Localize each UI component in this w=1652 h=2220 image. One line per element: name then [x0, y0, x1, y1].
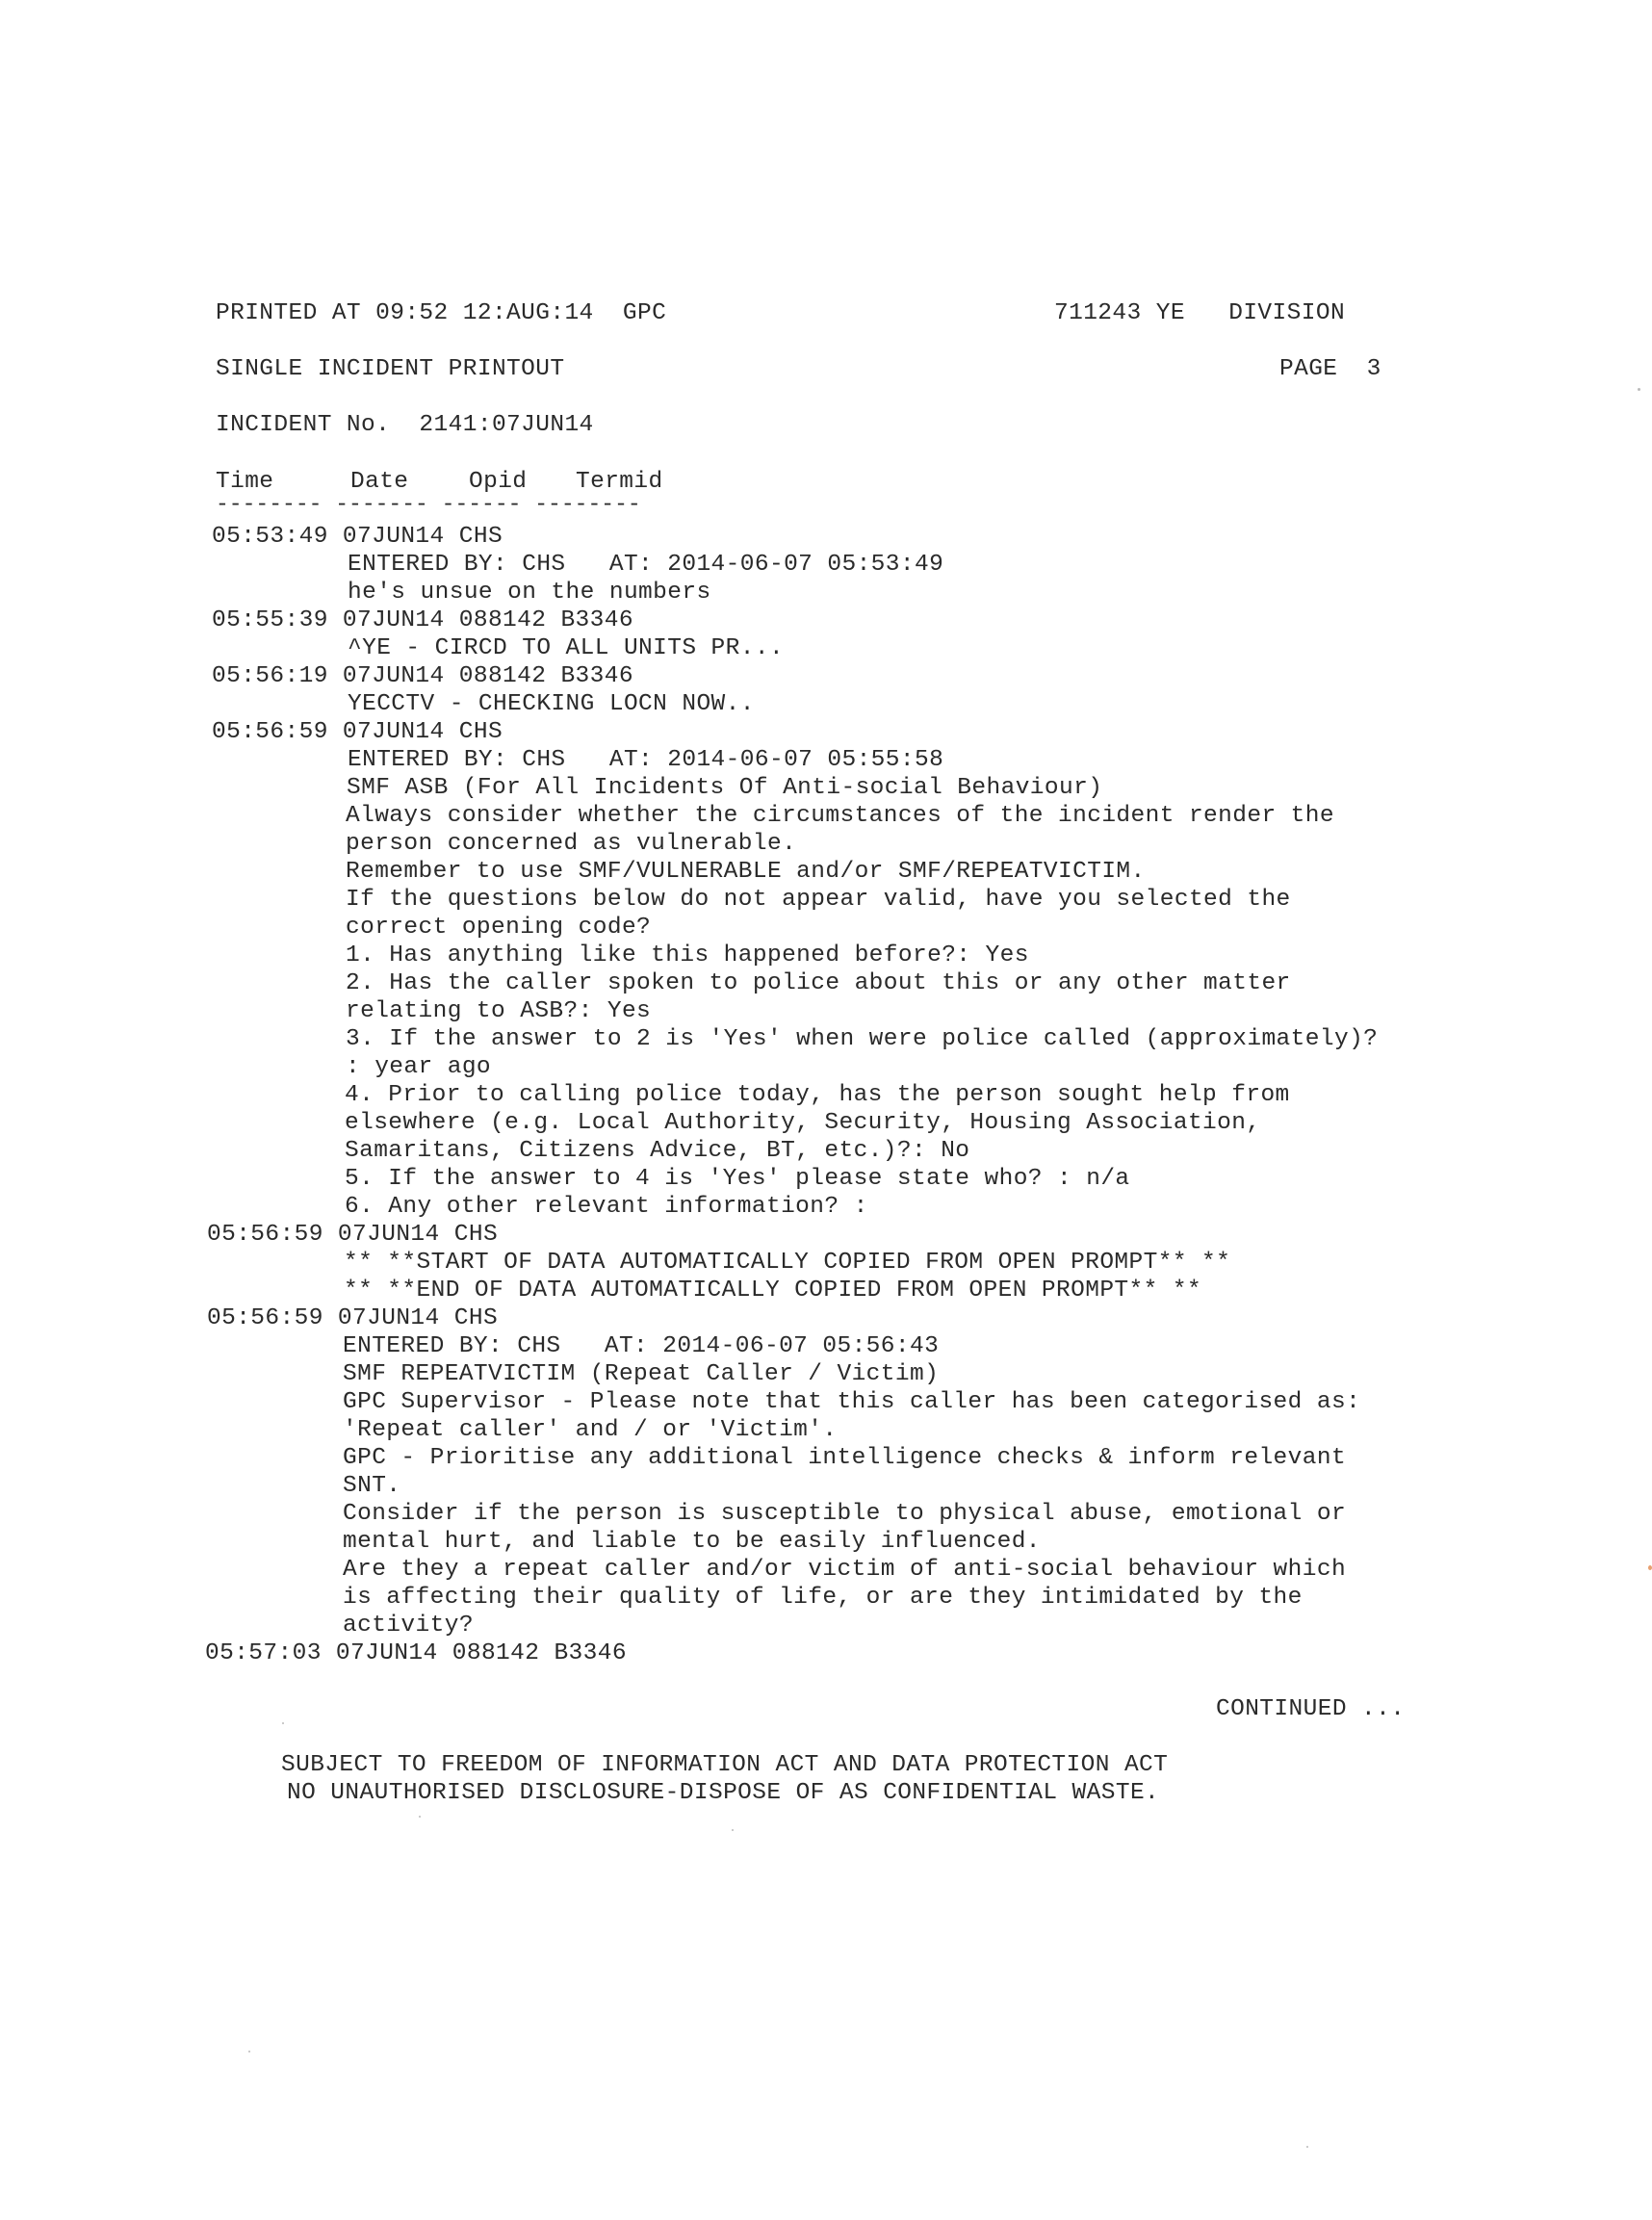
page-number: PAGE 3 — [1279, 356, 1381, 382]
log-line: 05:56:59 07JUN14 CHS — [207, 1222, 499, 1248]
log-line: YECCTV - CHECKING LOCN NOW.. — [348, 691, 755, 717]
log-line: ** **START OF DATA AUTOMATICALLY COPIED FROM OPEN PROMPT** ** — [344, 1250, 1231, 1276]
log-line: 05:56:59 07JUN14 CHS — [207, 1305, 499, 1331]
log-line: person concerned as vulnerable. — [346, 831, 797, 857]
col-date: Date — [350, 469, 409, 495]
log-line: mental hurt, and liable to be easily influenced. — [343, 1529, 1041, 1555]
log-line: 'Repeat caller' and / or 'Victim'. — [343, 1417, 838, 1443]
log-line: ENTERED BY: CHS AT: 2014-06-07 05:53:49 — [348, 552, 944, 578]
log-line: Samaritans, Citizens Advice, BT, etc.)?: No — [345, 1138, 970, 1164]
log-line: SMF ASB (For All Incidents Of Anti-social Behaviour) — [347, 775, 1103, 801]
col-opid: Opid — [469, 469, 528, 495]
log-line: ENTERED BY: CHS AT: 2014-06-07 05:55:58 — [348, 747, 944, 773]
log-line: 05:55:39 07JUN14 088142 B3346 — [212, 607, 633, 633]
footer-notice-1: SUBJECT TO FREEDOM OF INFORMATION ACT AND DATA PROTECTION ACT — [281, 1752, 1169, 1778]
scan-speck — [419, 1816, 421, 1818]
log-line: If the questions below do not appear valid, have you selected the — [346, 887, 1291, 913]
log-line: 2. Has the caller spoken to police about this or any other matter — [346, 970, 1291, 996]
log-line: 6. Any other relevant information? : — [345, 1194, 868, 1220]
scan-speck — [282, 1722, 284, 1724]
col-time: Time — [216, 469, 274, 495]
log-line: correct opening code? — [346, 915, 652, 941]
log-line: 05:56:19 07JUN14 088142 B3346 — [212, 663, 633, 689]
scan-speck — [1638, 388, 1640, 391]
log-line: 1. Has anything like this happened before?: Yes — [346, 942, 1029, 968]
log-line: 05:57:03 07JUN14 088142 B3346 — [205, 1640, 627, 1666]
log-line: SMF REPEATVICTIM (Repeat Caller / Victim) — [343, 1361, 940, 1387]
log-line: activity? — [343, 1613, 474, 1639]
column-rule: -------- ------- ------ -------- — [216, 492, 641, 517]
log-line: he's unsue on the numbers — [348, 580, 711, 606]
log-line: ENTERED BY: CHS AT: 2014-06-07 05:56:43 — [343, 1333, 940, 1359]
log-line: SNT. — [343, 1473, 401, 1499]
scan-speck — [1648, 1565, 1652, 1570]
log-line: ** **END OF DATA AUTOMATICALLY COPIED FROM OPEN PROMPT** ** — [344, 1278, 1202, 1304]
log-line: Remember to use SMF/VULNERABLE and/or SMF/REPEATVICTIM. — [346, 859, 1146, 885]
log-line: GPC Supervisor - Please note that this caller has been categorised as: — [343, 1389, 1361, 1415]
log-line: ^YE - CIRCD TO ALL UNITS PR... — [348, 635, 785, 661]
scan-speck — [732, 1829, 734, 1831]
log-line: Always consider whether the circumstances of the incident render the — [346, 803, 1334, 829]
log-line: relating to ASB?: Yes — [346, 998, 652, 1024]
log-line: 05:53:49 07JUN14 CHS — [212, 524, 503, 550]
printed-at: PRINTED AT 09:52 12:AUG:14 GPC — [216, 300, 667, 326]
scan-speck — [248, 2051, 250, 2052]
log-line: Are they a repeat caller and/or victim of anti-social behaviour which — [343, 1557, 1347, 1583]
incident-number: INCIDENT No. 2141:07JUN14 — [216, 412, 594, 438]
footer-notice-2: NO UNAUTHORISED DISCLOSURE-DISPOSE OF AS CONFIDENTIAL WASTE. — [287, 1780, 1160, 1806]
log-line: GPC - Prioritise any additional intelligence checks & inform relevant — [343, 1445, 1347, 1471]
log-line: 4. Prior to calling police today, has the person sought help from — [345, 1082, 1290, 1108]
log-line: : year ago — [346, 1054, 492, 1080]
document-title: SINGLE INCIDENT PRINTOUT — [216, 356, 565, 382]
continued-note: CONTINUED ... — [1216, 1696, 1406, 1722]
log-line: elsewhere (e.g. Local Authority, Security, Housing Association, — [345, 1110, 1261, 1136]
log-line: 05:56:59 07JUN14 CHS — [212, 719, 503, 745]
division-ref: 711243 YE DIVISION — [1054, 300, 1346, 326]
log-line: 5. If the answer to 4 is 'Yes' please state who? : n/a — [345, 1166, 1130, 1192]
log-line: is affecting their quality of life, or are they intimidated by the — [343, 1585, 1303, 1611]
log-line: Consider if the person is susceptible to physical abuse, emotional or — [343, 1501, 1347, 1527]
col-termid: Termid — [576, 469, 663, 495]
log-line: 3. If the answer to 2 is 'Yes' when were police called (approximately)? — [346, 1026, 1379, 1052]
scan-speck — [1306, 2146, 1308, 2148]
